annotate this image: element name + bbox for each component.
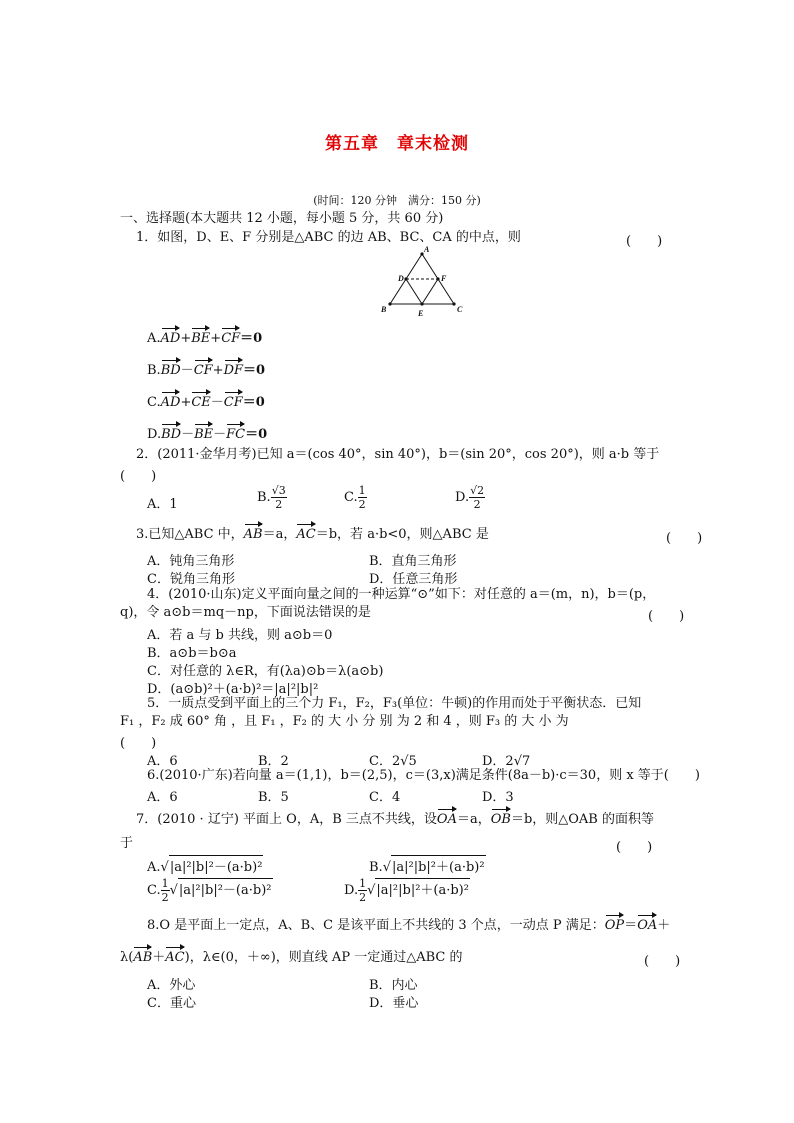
fig-label-f: F (441, 274, 447, 283)
q8-stem-line2: λ(AB＋AC)，λ∈(0，＋∞)，则直线 AP 一定通过△ABC 的 (120, 950, 463, 965)
q4-stem-line1: 4．(2010·山东)定义平面向量之间的一种运算“⊙”如下：对任意的 a＝(m，n)，b＝(p， (147, 587, 656, 602)
page-title: 第五章 章末检测 (325, 134, 469, 154)
q1-option-c: C.AD+CE－CF＝0 (147, 395, 265, 410)
q4-option-c: C．对任意的 λ∈R，有(λa)⊙b＝λ(a⊙b) (147, 664, 384, 679)
q2-answer-blank: ( ) (120, 469, 157, 484)
q5-option-c: C．2√5 (369, 754, 417, 769)
q2-stem: 2．(2011·金华月考)已知 a＝(cos 40°，sin 40°)，b＝(sin 20°，cos 20°)，则 a·b 等于 (136, 447, 660, 462)
q8-stem-line1: 8.O 是平面上一定点，A、B、C 是该平面上不共线的 3 个点，一动点 P 满足：OP＝OA＋ (147, 918, 671, 933)
q8-option-d: D．垂心 (369, 996, 419, 1011)
q7-option-a: A.√ |a|²|b|²－(a·b)² (147, 855, 263, 875)
q5-option-a: A．6 (147, 754, 178, 769)
q3-option-a: A．钝角三角形 (147, 554, 235, 569)
fig-label-e: E (418, 309, 424, 318)
q5-option-d: D．2√7 (482, 754, 531, 769)
q4-option-b: B．a⊙b＝b⊙a (147, 646, 237, 661)
q2-option-c: C. $\frac{1}{2}$ (344, 484, 366, 511)
q1-triangle-figure (372, 242, 472, 318)
q8-option-c: C．重心 (147, 996, 196, 1011)
q8-option-a: A．外心 (147, 978, 196, 993)
q1-stem: 1．如图，D、E、F 分别是△ABC 的边 AB、BC、CA 的中点，则 (136, 230, 521, 245)
fig-label-d: D (398, 274, 404, 283)
q5-answer-blank: ( ) (120, 736, 157, 751)
q6-option-b: B．5 (258, 790, 289, 805)
q7-option-c: C. $\frac{1}{2}$ √ |a|²|b|²－(a·b)² (147, 877, 273, 904)
q1-option-d: D.BD－BE－FC＝0 (147, 427, 268, 442)
q5-option-b: B．2 (258, 754, 289, 769)
q7-stem-line2: 于 (120, 836, 134, 851)
q5-stem-line1: 5．一质点受到平面上的三个力 F₁，F₂，F₃(单位：牛顿)的作用而处于平衡状态．已知 (147, 696, 642, 711)
fig-label-c: C (457, 305, 463, 314)
q6-option-c: C．4 (369, 790, 401, 805)
fig-label-b: B (381, 305, 387, 314)
fig-label-a: A (424, 245, 430, 254)
q7-stem: 7．(2010 · 辽宁) 平面上 O，A，B 三点不共线，设OA＝a，OB＝b，则△OAB 的面积等 (136, 812, 654, 827)
q2-option-a: A．1 (147, 497, 178, 512)
q4-answer-blank: ( ) (648, 609, 685, 624)
q1-option-a: A.AD+BE+CF＝0 (147, 331, 263, 346)
q4-stem-line2: q)，令 a⊙b＝mq－np，下面说法错误的是 (120, 605, 371, 620)
q1-answer-blank: ( ) (626, 234, 663, 249)
q2-option-b: B. $\frac{√3}{2}$ (257, 484, 286, 511)
q7-option-d: D. $\frac{1}{2}$ √ |a|²|b|²＋(a·b)² (344, 877, 470, 904)
q6-option-a: A．6 (147, 790, 178, 805)
q4-option-a: A．若 a 与 b 共线，则 a⊙b＝0 (147, 628, 333, 643)
q3-stem: 3.已知△ABC 中，AB＝a，AC＝b，若 a·b<0，则△ABC 是 (136, 527, 489, 542)
q8-option-b: B．内心 (369, 978, 418, 993)
q6-option-d: D．3 (482, 790, 514, 805)
exam-meta: (时间：120 分钟 满分：150 分) (313, 194, 481, 207)
q5-stem-line2: F₁ ，F₂ 成 60° 角 ，且 F₁ ，F₂ 的 大 小 分 别 为 2 和 4 ，则 F₃ 的 大 小 为 (120, 714, 569, 729)
q6-stem: 6.(2010·广东)若向量 a＝(1,1)，b＝(2,5)，c＝(3,x)满足条件(8a－b)·c＝30，则 x 等于( ) (147, 768, 700, 783)
q3-option-c: C．锐角三角形 (147, 572, 235, 587)
q1-option-b: B.BD－CF+DF＝0 (147, 363, 266, 378)
q7-answer-blank: ( ) (616, 840, 653, 855)
q4-option-d: D．(a⊙b)²＋(a·b)²＝|a|²|b|² (147, 682, 319, 697)
q2-option-d: D. $\frac{√2}{2}$ (455, 484, 485, 511)
q8-answer-blank: ( ) (644, 954, 681, 969)
q3-answer-blank: ( ) (666, 531, 703, 546)
q3-option-d: D．任意三角形 (369, 572, 458, 587)
section-heading: 一、选择题(本大题共 12 小题，每小题 5 分，共 60 分) (120, 211, 444, 226)
q7-option-b: B.√ |a|²|b|²＋(a·b)² (369, 855, 486, 875)
q3-option-b: B．直角三角形 (369, 554, 457, 569)
